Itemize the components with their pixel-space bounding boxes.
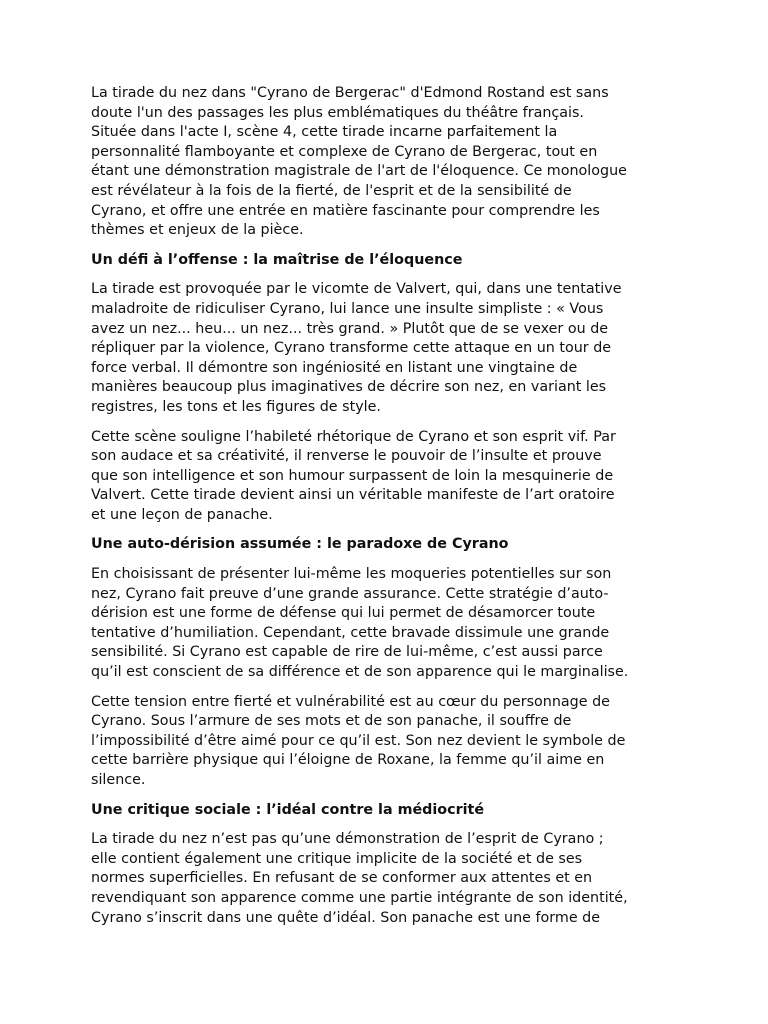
document-page: [91, 84, 681, 938]
section-paragraph: Cette tension entre fierté et vulnérabilité est au cœur du personnage de Cyrano. Sous l’armure de ses mots et de son panache, il souffre de l’impossibilité d’être aimé pour ce qu’il est. Son nez devient le symbole de cette barrière physique qui l’éloigne de Roxane, la femme qu’il aime en silence.: [91, 693, 626, 788]
section-heading-critique-sociale: Une critique sociale : l’idéal contre la médiocrité: [91, 801, 485, 818]
section-heading-auto-derision: Une auto-dérision assumée : le paradoxe de Cyrano: [91, 536, 509, 553]
intro-paragraph: La tirade du nez dans "Cyrano de Bergerac" d'Edmond Rostand est sans doute l'un des passages les plus emblématiques du théâtre français. Située dans l'acte I, scène 4, cette tirade incarne parfaitement la personnalité flamboyante et complexe de Cyrano de Bergerac, tout en étant une démonstration magistrale de l'art de l'éloquence. Ce monologue est révélateur à la fois de la fierté, de l'esprit et de la sensibilité de Cyrano, et offre une entrée en matière fascinante pour comprendre les thèmes et enjeux de la pièce.: [91, 85, 627, 239]
section-paragraph: Cette scène souligne l’habileté rhétorique de Cyrano et son esprit vif. Par son audace et sa créativité, il renverse le pouvoir de l’insulte et prouve que son intelligence et son humour surpassent de loin la mesquinerie de Valvert. Cette tirade devient ainsi un véritable manifeste de l’art oratoire et une leçon de panache.: [91, 428, 616, 523]
section-paragraph: La tirade est provoquée par le vicomte de Valvert, qui, dans une tentative maladroite de ridiculiser Cyrano, lui lance une insulte simpliste : « Vous avez un nez... heu... un nez... très grand. » Plutôt que de se vexer ou de répliquer par la violence, Cyrano transforme cette attaque en un tour de force verbal. Il démontre son ingéniosité en listant une vingtaine de manières beaucoup plus imaginatives de décrire son nez, en variant les registres, les tons et les figures de style.: [91, 281, 622, 415]
section-paragraph: La tirade du nez n’est pas qu’une démonstration de l’esprit de Cyrano ; elle contient également une critique implicite de la société et de ses normes superficielles. En refusant de se conformer aux attentes et en revendiquant son apparence comme une partie intégrante de son identité, Cyrano s’inscrit dans une quête d’idéal. Son panache est une forme de: [91, 831, 628, 926]
section-paragraph: En choisissant de présenter lui-même les moqueries potentielles sur son nez, Cyrano fait preuve d’une grande assurance. Cette stratégie d’auto- dérision est une forme de défense qui lui permet de désamorcer toute tentative d’humiliation. Cependant, cette bravade dissimule une grande sensibilité. Si Cyrano est capable de rire de lui-même, c’est aussi parce qu’il est conscient de sa différence et de son apparence qui le marginalise.: [91, 566, 629, 681]
section-heading-defi: Un défi à l’offense : la maîtrise de l’éloquence: [91, 251, 463, 268]
